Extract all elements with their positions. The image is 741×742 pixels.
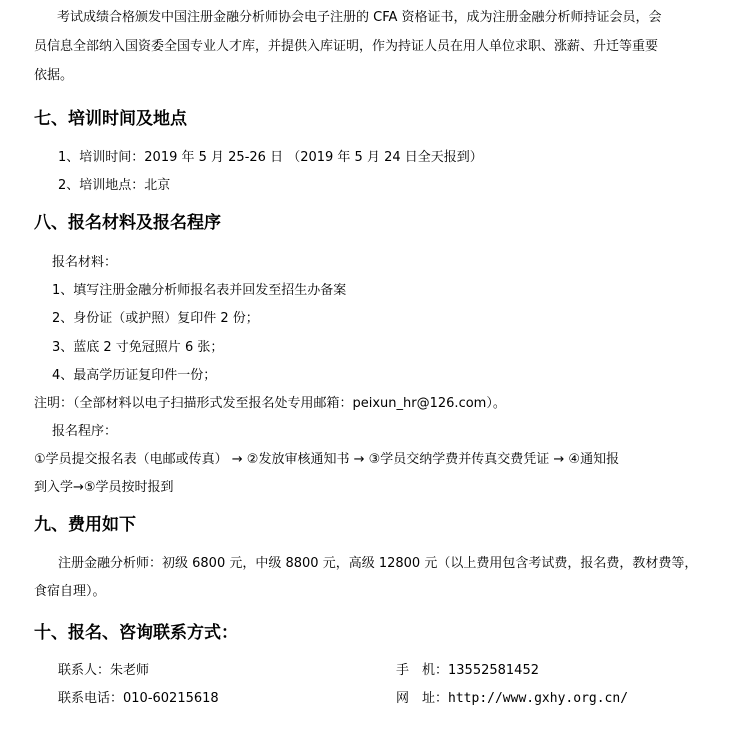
intro-line-3: 依据。: [34, 68, 74, 83]
procedure-label: 报名程序：: [52, 424, 118, 439]
material-item-1: 1、填写注册金融分析师报名表并回发至招生办备案: [52, 283, 347, 298]
material-item-4: 4、最高学历证复印件一份；: [52, 368, 217, 383]
material-item-3: 3、蓝底 2 寸免冠照片 6 张；: [52, 340, 224, 355]
phone-label: 联系电话：: [58, 691, 124, 706]
contact-person-label: 联系人：: [58, 663, 111, 678]
section-7-item-2: 2、培训地点：北京: [58, 178, 171, 193]
material-item-2: 2、身份证（或护照）复印件 2 份；: [52, 311, 259, 326]
section-10-title: 十、报名、咨询联系方式：: [34, 623, 238, 643]
phone-row: [58, 689, 219, 709]
contact-person-row: [58, 661, 149, 681]
section-8-title: 八、报名材料及报名程序: [34, 213, 221, 233]
section-7-title: 七、培训时间及地点: [34, 109, 187, 129]
intro-line-1: 考试成绩合格颁发中国注册金融分析师协会电子注册的 CFA 资格证书，成为注册金融分析师持证会员，会: [57, 10, 662, 25]
mobile-label: 手 机：: [396, 663, 449, 678]
website-label: 网 址：: [396, 691, 449, 706]
mobile-row: [396, 661, 539, 681]
procedure-line-1: ①学员提交报名表（电邮或传真） → ②发放审核通知书 → ③学员交纳学费并传真交费凭证 → ④通知报: [34, 452, 620, 467]
materials-note: 注明：（全部材料以电子扫描形式发至报名处专用邮箱：peixun_hr@126.com）。: [34, 396, 506, 411]
fee-line-1: 注册金融分析师：初级 6800 元，中级 8800 元，高级 12800 元（以上费用包含考试费，报名费，教材费等，: [58, 556, 698, 571]
website-link[interactable]: http://www.gxhy.org.cn/: [448, 691, 629, 706]
procedure-line-2: 到入学→⑤学员按时报到: [34, 480, 174, 495]
intro-line-2: 员信息全部纳入国资委全国专业人才库，并提供入库证明，作为持证人员在用人单位求职、涨薪、升迁等重要: [34, 39, 659, 54]
contact-person-value: 朱老师: [110, 663, 150, 678]
phone-value: 010-60215618: [123, 691, 219, 706]
website-row: [396, 689, 628, 709]
section-7-item-1: 1、培训时间：2019 年 5 月 25-26 日 （2019 年 5 月 24 日全天报到）: [58, 150, 483, 165]
section-9-title: 九、费用如下: [34, 515, 136, 535]
materials-label: 报名材料：: [52, 255, 118, 270]
mobile-value: 13552581452: [448, 663, 539, 678]
fee-line-2: 食宿自理）。: [34, 584, 106, 599]
